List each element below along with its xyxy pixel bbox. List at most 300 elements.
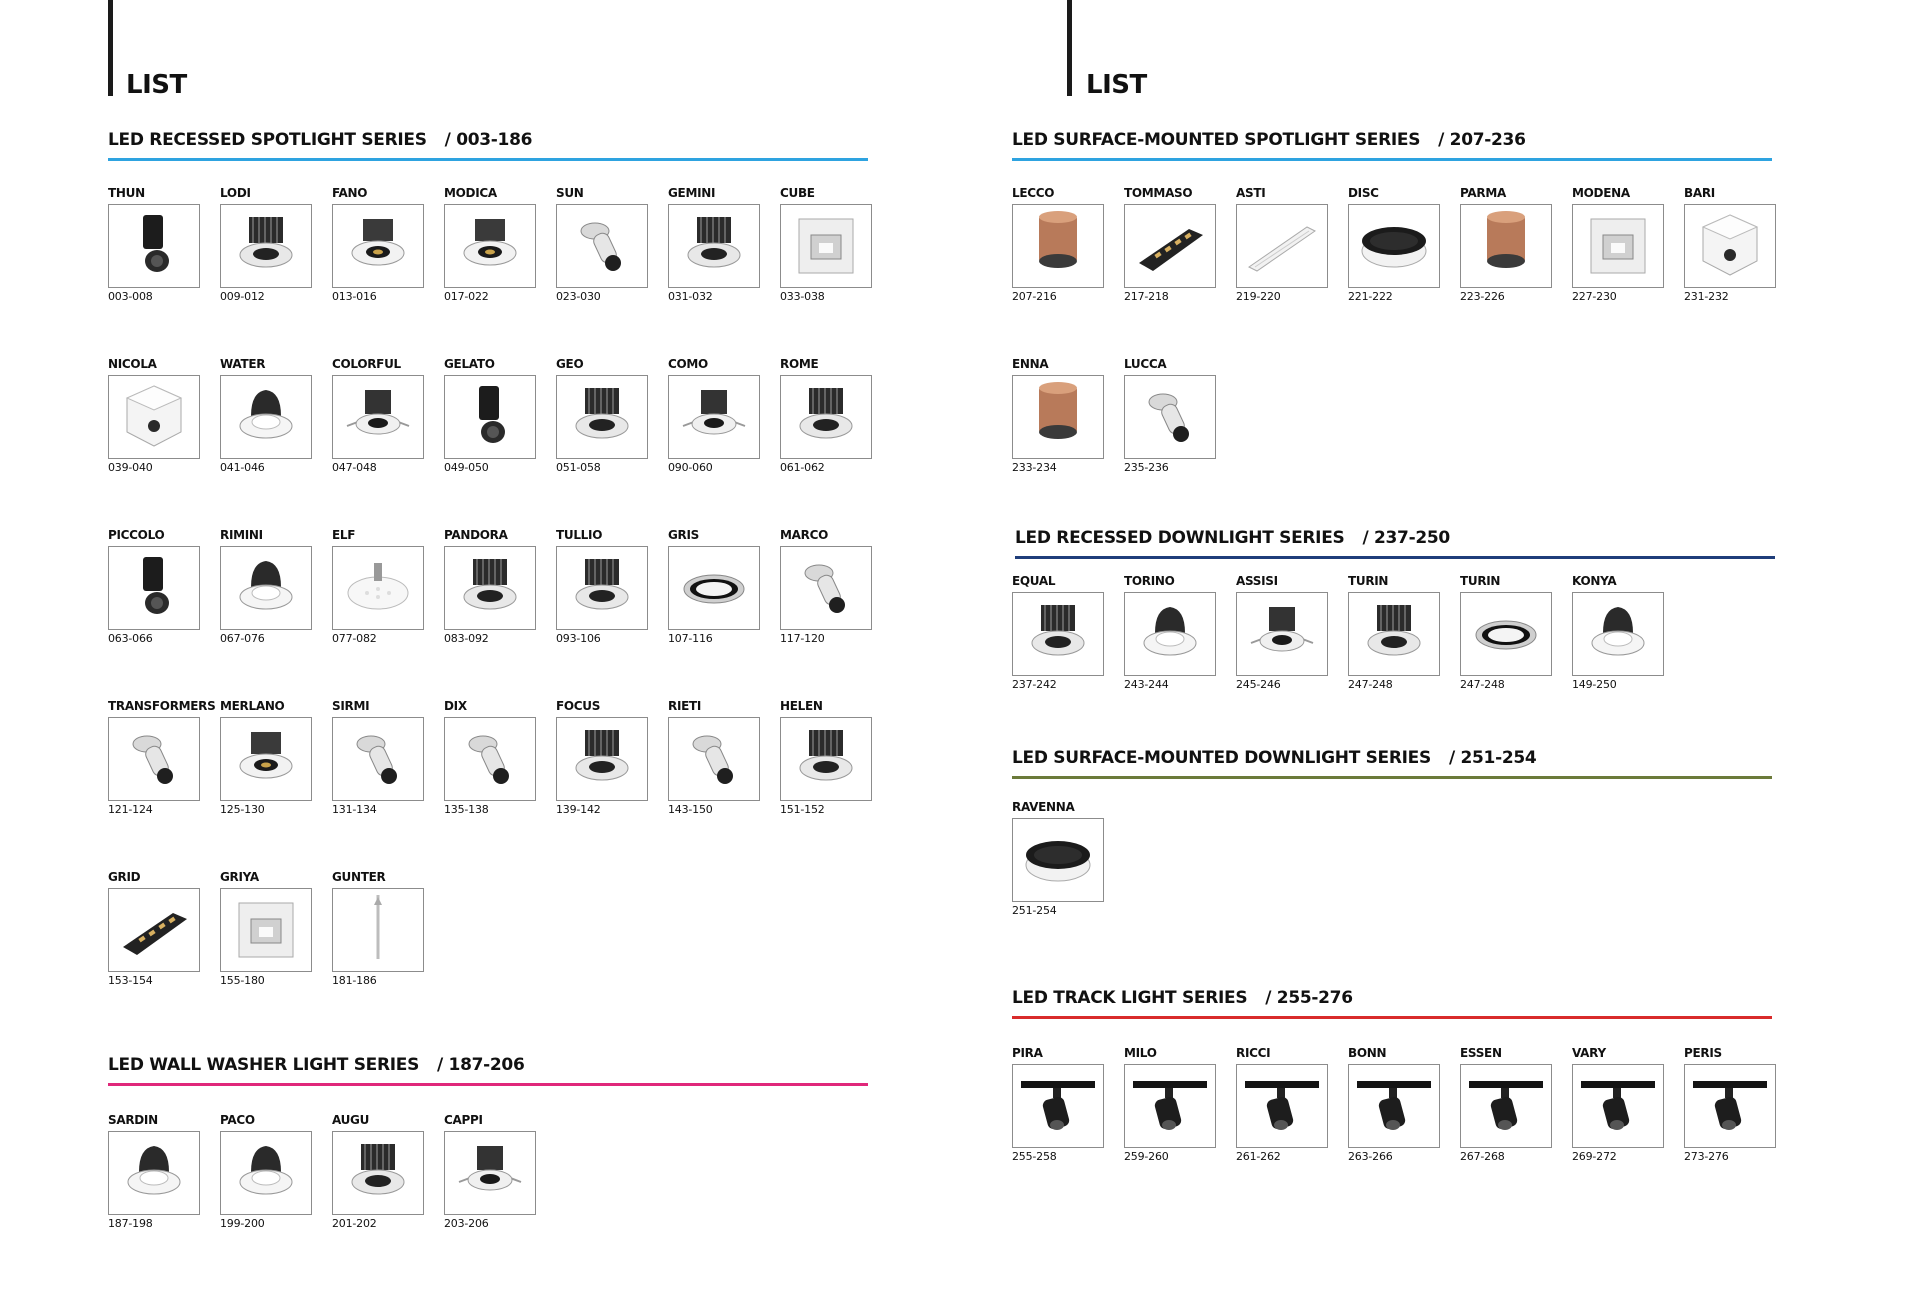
product-card[interactable]: [1572, 574, 1666, 694]
finned-downlight-icon: [781, 376, 871, 458]
product-card[interactable]: [220, 870, 314, 990]
product-thumbnail[interactable]: [556, 375, 648, 459]
linear-grille-icon: [109, 889, 199, 971]
pendant-rod-icon: [333, 889, 423, 971]
product-name: RAVENNA: [1012, 800, 1075, 814]
product-card[interactable]: [668, 699, 762, 819]
product-card[interactable]: [780, 528, 874, 648]
product-card[interactable]: [1124, 574, 1218, 694]
product-name: SARDIN: [108, 1113, 158, 1127]
dome-downlight-icon: [221, 376, 311, 458]
product-thumbnail[interactable]: [780, 204, 872, 288]
track-spot-icon: [1461, 1065, 1551, 1147]
product-card[interactable]: [108, 357, 202, 477]
product-page-range: 267-268: [1460, 1150, 1505, 1163]
section-heading: [108, 130, 532, 150]
product-name: MARCO: [780, 528, 828, 542]
product-thumbnail[interactable]: [1348, 204, 1440, 288]
clip-downlight-icon: [445, 1132, 535, 1214]
product-page-range: 227-230: [1572, 290, 1617, 303]
product-card[interactable]: [1124, 357, 1218, 477]
recessed-spot-icon: [445, 205, 535, 287]
section-heading: [108, 1055, 525, 1075]
product-page-range: 219-220: [1236, 290, 1281, 303]
product-name: LECCO: [1012, 186, 1055, 200]
product-name: PICCOLO: [108, 528, 165, 542]
product-thumbnail[interactable]: [444, 1131, 536, 1215]
product-thumbnail[interactable]: [668, 546, 760, 630]
track-spot-icon: [1013, 1065, 1103, 1147]
product-name: SUN: [556, 186, 584, 200]
product-page-range: 201-202: [332, 1217, 377, 1230]
product-page-range: 083-092: [444, 632, 489, 645]
product-page-range: 263-266: [1348, 1150, 1393, 1163]
dome-downlight-icon: [221, 547, 311, 629]
page-title: LIST: [126, 70, 187, 100]
product-card[interactable]: [1124, 186, 1218, 306]
track-spot-icon: [1685, 1065, 1775, 1147]
product-thumbnail[interactable]: [444, 375, 536, 459]
section-title: LED WALL WASHER LIGHT SERIES: [108, 1055, 420, 1075]
finned-downlight-icon: [557, 547, 647, 629]
product-page-range: 243-244: [1124, 678, 1169, 691]
product-thumbnail[interactable]: [108, 546, 200, 630]
product-page-range: 009-012: [220, 290, 265, 303]
product-page-range: 047-048: [332, 461, 377, 474]
cylinder-spot-icon: [109, 547, 199, 629]
product-name: COMO: [668, 357, 708, 371]
ring-downlight-icon: [669, 547, 759, 629]
product-thumbnail[interactable]: [1236, 592, 1328, 676]
product-thumbnail[interactable]: [556, 546, 648, 630]
product-name: ESSEN: [1460, 1046, 1502, 1060]
product-name: RIETI: [668, 699, 702, 713]
product-thumbnail[interactable]: [108, 888, 200, 972]
product-name: PIRA: [1012, 1046, 1043, 1060]
product-thumbnail[interactable]: [332, 1131, 424, 1215]
adjustable-spot-icon: [1125, 376, 1215, 458]
product-page-range: 203-206: [444, 1217, 489, 1230]
product-thumbnail[interactable]: [1124, 204, 1216, 288]
product-name: DIX: [444, 699, 467, 713]
disc-surface-icon: [1013, 819, 1103, 901]
product-name: NICOLA: [108, 357, 157, 371]
product-card[interactable]: [780, 357, 874, 477]
track-spot-icon: [1125, 1065, 1215, 1147]
product-thumbnail[interactable]: [556, 204, 648, 288]
product-card[interactable]: [780, 699, 874, 819]
product-name: HELEN: [780, 699, 823, 713]
product-page-range: 049-050: [444, 461, 489, 474]
recessed-spot-icon: [221, 718, 311, 800]
product-page-range: 125-130: [220, 803, 265, 816]
product-card[interactable]: [1124, 1046, 1218, 1166]
product-page-range: 247-248: [1460, 678, 1505, 691]
product-name: AUGU: [332, 1113, 370, 1127]
square-recessed-icon: [1573, 205, 1663, 287]
product-page-range: 153-154: [108, 974, 153, 987]
product-page-range: 235-236: [1124, 461, 1169, 474]
product-card[interactable]: [444, 699, 538, 819]
product-card[interactable]: [1460, 574, 1554, 694]
product-name: TOMMASO: [1124, 186, 1193, 200]
product-page-range: 061-062: [780, 461, 825, 474]
product-thumbnail[interactable]: [220, 1131, 312, 1215]
product-name: RIMINI: [220, 528, 263, 542]
linear-grille-icon: [1125, 205, 1215, 287]
product-thumbnail[interactable]: [1684, 1064, 1776, 1148]
product-card[interactable]: [1684, 186, 1778, 306]
product-card[interactable]: [220, 528, 314, 648]
product-card[interactable]: [444, 528, 538, 648]
title-accent-bar: [1067, 0, 1072, 96]
product-page-range: 181-186: [332, 974, 377, 987]
product-name: GRIYA: [220, 870, 259, 884]
product-page-range: 041-046: [220, 461, 265, 474]
linear-bar-icon: [1237, 205, 1327, 287]
product-thumbnail[interactable]: [1460, 592, 1552, 676]
product-thumbnail[interactable]: [220, 717, 312, 801]
disc-surface-icon: [1349, 205, 1439, 287]
product-thumbnail[interactable]: [1124, 592, 1216, 676]
product-name: ASSISI: [1236, 574, 1278, 588]
catalog-page-right: [960, 0, 1920, 1311]
product-name: CUBE: [780, 186, 815, 200]
product-card[interactable]: [332, 870, 426, 990]
product-card[interactable]: [444, 1113, 538, 1233]
product-page-range: 231-232: [1684, 290, 1729, 303]
adjustable-spot-icon: [781, 547, 871, 629]
section-title: LED RECESSED DOWNLIGHT SERIES: [1015, 528, 1345, 548]
cylinder-surface-icon: [1013, 205, 1103, 287]
product-thumbnail[interactable]: [780, 375, 872, 459]
product-thumbnail[interactable]: [780, 717, 872, 801]
product-page-range: 237-242: [1012, 678, 1057, 691]
adjustable-spot-icon: [333, 718, 423, 800]
product-thumbnail[interactable]: [1124, 1064, 1216, 1148]
product-page-range: 051-058: [556, 461, 601, 474]
recessed-spot-icon: [333, 205, 423, 287]
finned-downlight-icon: [557, 376, 647, 458]
product-page-range: 251-254: [1012, 904, 1057, 917]
product-card[interactable]: [1012, 800, 1106, 920]
section-title: LED SURFACE-MOUNTED DOWNLIGHT SERIES: [1012, 748, 1431, 768]
section-heading: [1015, 528, 1450, 548]
product-card[interactable]: [444, 357, 538, 477]
product-thumbnail[interactable]: [444, 204, 536, 288]
flat-panel-icon: [333, 547, 423, 629]
product-page-range: 107-116: [668, 632, 713, 645]
product-card[interactable]: [556, 357, 650, 477]
product-thumbnail[interactable]: [1236, 1064, 1328, 1148]
product-thumbnail[interactable]: [1572, 204, 1664, 288]
product-card[interactable]: [1012, 574, 1106, 694]
product-card[interactable]: [220, 357, 314, 477]
product-card[interactable]: [780, 186, 874, 306]
dome-downlight-icon: [1573, 593, 1663, 675]
product-name: GEMINI: [668, 186, 716, 200]
adjustable-spot-icon: [109, 718, 199, 800]
product-thumbnail[interactable]: [1572, 592, 1664, 676]
product-thumbnail[interactable]: [108, 1131, 200, 1215]
product-thumbnail[interactable]: [108, 375, 200, 459]
track-spot-icon: [1349, 1065, 1439, 1147]
product-thumbnail[interactable]: [1012, 592, 1104, 676]
product-page-range: 135-138: [444, 803, 489, 816]
adjustable-spot-icon: [445, 718, 535, 800]
product-page-range: 139-142: [556, 803, 601, 816]
product-thumbnail[interactable]: [668, 375, 760, 459]
product-name: TORINO: [1124, 574, 1175, 588]
product-card[interactable]: [1012, 1046, 1106, 1166]
product-card[interactable]: [108, 870, 202, 990]
product-card[interactable]: [108, 528, 202, 648]
product-name: DISC: [1348, 186, 1379, 200]
product-page-range: 223-226: [1460, 290, 1505, 303]
clip-downlight-icon: [669, 376, 759, 458]
product-name: MILO: [1124, 1046, 1157, 1060]
product-name: COLORFUL: [332, 357, 401, 371]
product-name: TURIN: [1460, 574, 1501, 588]
section-heading: [1012, 130, 1526, 150]
square-recessed-icon: [221, 889, 311, 971]
product-name: GUNTER: [332, 870, 386, 884]
product-card[interactable]: [108, 1113, 202, 1233]
product-name: THUN: [108, 186, 145, 200]
product-name: VARY: [1572, 1046, 1606, 1060]
product-thumbnail[interactable]: [220, 375, 312, 459]
product-card[interactable]: [220, 1113, 314, 1233]
product-card[interactable]: [220, 699, 314, 819]
product-page-range: 090-060: [668, 461, 713, 474]
product-page-range: 023-030: [556, 290, 601, 303]
product-card[interactable]: [556, 528, 650, 648]
product-name: GELATO: [444, 357, 495, 371]
product-name: BONN: [1348, 1046, 1387, 1060]
section-page-range: / 187-206: [437, 1055, 525, 1075]
section-heading: [1012, 988, 1353, 1008]
product-name: GRIS: [668, 528, 699, 542]
product-thumbnail[interactable]: [1348, 592, 1440, 676]
product-thumbnail[interactable]: [1460, 1064, 1552, 1148]
product-name: FANO: [332, 186, 368, 200]
product-card[interactable]: [1348, 1046, 1442, 1166]
product-thumbnail[interactable]: [1684, 204, 1776, 288]
product-thumbnail[interactable]: [556, 717, 648, 801]
product-name: MODICA: [444, 186, 497, 200]
product-thumbnail[interactable]: [1012, 818, 1104, 902]
product-card[interactable]: [444, 186, 538, 306]
product-page-range: 155-180: [220, 974, 265, 987]
track-spot-icon: [1573, 1065, 1663, 1147]
product-page-range: 131-134: [332, 803, 377, 816]
product-card[interactable]: [556, 699, 650, 819]
product-thumbnail[interactable]: [108, 204, 200, 288]
product-page-range: 033-038: [780, 290, 825, 303]
product-thumbnail[interactable]: [1124, 375, 1216, 459]
product-name: ELF: [332, 528, 356, 542]
section-title: LED RECESSED SPOTLIGHT SERIES: [108, 130, 427, 150]
product-thumbnail[interactable]: [220, 888, 312, 972]
product-page-range: 149-250: [1572, 678, 1617, 691]
product-name: TULLIO: [556, 528, 603, 542]
product-card[interactable]: [108, 186, 202, 306]
product-thumbnail[interactable]: [1460, 204, 1552, 288]
product-page-range: 259-260: [1124, 1150, 1169, 1163]
product-card[interactable]: [1236, 574, 1330, 694]
finned-downlight-icon: [1013, 593, 1103, 675]
product-page-range: 247-248: [1348, 678, 1393, 691]
section-heading: [1012, 748, 1536, 768]
product-thumbnail[interactable]: [220, 204, 312, 288]
product-name: PARMA: [1460, 186, 1506, 200]
product-thumbnail[interactable]: [1236, 204, 1328, 288]
product-page-range: 217-218: [1124, 290, 1169, 303]
product-card[interactable]: [1572, 186, 1666, 306]
product-name: FOCUS: [556, 699, 601, 713]
product-page-range: 261-262: [1236, 1150, 1281, 1163]
product-name: RICCI: [1236, 1046, 1271, 1060]
product-card[interactable]: [1012, 186, 1106, 306]
dome-downlight-icon: [1125, 593, 1215, 675]
product-page-range: 187-198: [108, 1217, 153, 1230]
product-thumbnail[interactable]: [332, 546, 424, 630]
title-accent-bar: [108, 0, 113, 96]
finned-downlight-icon: [221, 205, 311, 287]
section-rule: [1012, 1016, 1772, 1019]
cylinder-spot-icon: [109, 205, 199, 287]
product-name: ROME: [780, 357, 819, 371]
track-spot-icon: [1237, 1065, 1327, 1147]
cylinder-surface-icon: [1461, 205, 1551, 287]
cylinder-surface-icon: [1013, 376, 1103, 458]
product-name: ENNA: [1012, 357, 1049, 371]
product-card[interactable]: [668, 186, 762, 306]
square-recessed-icon: [781, 205, 871, 287]
product-card[interactable]: [332, 528, 426, 648]
product-card[interactable]: [668, 528, 762, 648]
product-page-range: 067-076: [220, 632, 265, 645]
product-thumbnail[interactable]: [108, 717, 200, 801]
product-card[interactable]: [1348, 574, 1442, 694]
product-page-range: 063-066: [108, 632, 153, 645]
product-thumbnail[interactable]: [1012, 204, 1104, 288]
page-title: LIST: [1086, 70, 1147, 100]
cube-surface-icon: [109, 376, 199, 458]
section-title: LED TRACK LIGHT SERIES: [1012, 988, 1248, 1008]
product-thumbnail[interactable]: [332, 717, 424, 801]
adjustable-spot-icon: [557, 205, 647, 287]
product-name: LODI: [220, 186, 251, 200]
product-page-range: 245-246: [1236, 678, 1281, 691]
product-card[interactable]: [1572, 1046, 1666, 1166]
product-name: SIRMI: [332, 699, 370, 713]
adjustable-spot-icon: [669, 718, 759, 800]
product-page-range: 017-022: [444, 290, 489, 303]
finned-downlight-icon: [781, 718, 871, 800]
section-title: LED SURFACE-MOUNTED SPOTLIGHT SERIES: [1012, 130, 1421, 150]
product-card[interactable]: [1684, 1046, 1778, 1166]
section-page-range: / 207-236: [1438, 130, 1526, 150]
section-rule: [108, 158, 868, 161]
finned-downlight-icon: [669, 205, 759, 287]
product-thumbnail[interactable]: [668, 204, 760, 288]
product-name: PACO: [220, 1113, 255, 1127]
ring-downlight-icon: [1461, 593, 1551, 675]
product-page-range: 117-120: [780, 632, 825, 645]
product-card[interactable]: [1012, 357, 1106, 477]
product-thumbnail[interactable]: [444, 546, 536, 630]
section-page-range: / 255-276: [1265, 988, 1353, 1008]
clip-downlight-icon: [1237, 593, 1327, 675]
product-card[interactable]: [332, 186, 426, 306]
product-name: PANDORA: [444, 528, 508, 542]
product-card[interactable]: [1236, 1046, 1330, 1166]
product-thumbnail[interactable]: [332, 204, 424, 288]
product-thumbnail[interactable]: [668, 717, 760, 801]
product-page-range: 221-222: [1348, 290, 1393, 303]
product-name: TURIN: [1348, 574, 1389, 588]
product-name: BARI: [1684, 186, 1715, 200]
product-thumbnail[interactable]: [1012, 1064, 1104, 1148]
product-page-range: 121-124: [108, 803, 153, 816]
product-card[interactable]: [556, 186, 650, 306]
section-rule: [1012, 776, 1772, 779]
product-thumbnail[interactable]: [332, 888, 424, 972]
product-name: ASTI: [1236, 186, 1266, 200]
section-rule: [1012, 158, 1772, 161]
product-name: WATER: [220, 357, 266, 371]
product-page-range: 003-008: [108, 290, 153, 303]
clip-downlight-icon: [333, 376, 423, 458]
product-page-range: 093-106: [556, 632, 601, 645]
product-page-range: 233-234: [1012, 461, 1057, 474]
product-page-range: 031-032: [668, 290, 713, 303]
product-name: MERLANO: [220, 699, 285, 713]
product-card[interactable]: [1460, 1046, 1554, 1166]
product-card[interactable]: [220, 186, 314, 306]
product-thumbnail[interactable]: [332, 375, 424, 459]
product-page-range: 077-082: [332, 632, 377, 645]
product-card[interactable]: [1460, 186, 1554, 306]
product-thumbnail[interactable]: [1348, 1064, 1440, 1148]
product-name: PERIS: [1684, 1046, 1722, 1060]
cube-surface-icon: [1685, 205, 1775, 287]
section-rule: [1015, 556, 1775, 559]
product-name: GRID: [108, 870, 141, 884]
product-card[interactable]: [332, 699, 426, 819]
product-name: GEO: [556, 357, 584, 371]
product-thumbnail[interactable]: [780, 546, 872, 630]
product-thumbnail[interactable]: [1572, 1064, 1664, 1148]
product-thumbnail[interactable]: [220, 546, 312, 630]
cylinder-spot-icon: [445, 376, 535, 458]
dome-downlight-icon: [221, 1132, 311, 1214]
section-page-range: / 251-254: [1448, 748, 1537, 768]
product-card[interactable]: [1348, 186, 1442, 306]
product-card[interactable]: [332, 357, 426, 477]
product-page-range: 039-040: [108, 461, 153, 474]
finned-downlight-icon: [445, 547, 535, 629]
product-card[interactable]: [332, 1113, 426, 1233]
product-page-range: 013-016: [332, 290, 377, 303]
product-thumbnail[interactable]: [1012, 375, 1104, 459]
product-card[interactable]: [668, 357, 762, 477]
product-card[interactable]: [1236, 186, 1330, 306]
product-card[interactable]: [108, 699, 216, 819]
product-name: EQUAL: [1012, 574, 1056, 588]
product-thumbnail[interactable]: [444, 717, 536, 801]
